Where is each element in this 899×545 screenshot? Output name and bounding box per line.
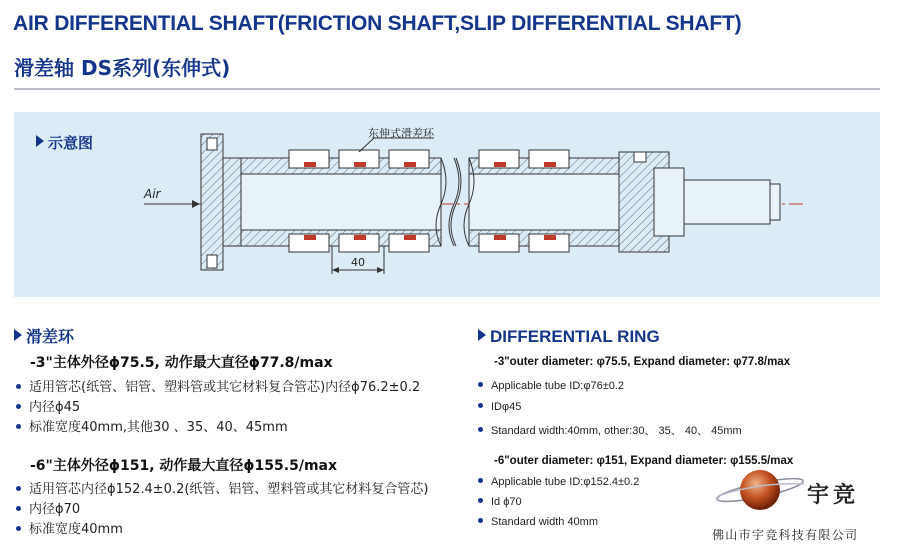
section-heading-en: DIFFERENTIAL RING [478,327,660,347]
list-item: Applicable tube ID:φ152.4±0.2 [478,476,639,488]
triangle-bullet-icon [14,329,22,341]
list-item: 适用管芯内径ϕ152.4±0.2(纸管、铝管、塑料管或其它材料复合管芯) [16,478,429,497]
air-label: Air [144,187,161,201]
diagram-heading: 示意图 [36,132,93,153]
page-title-cn: 滑差轴 DS系列(东伸式) [14,56,231,80]
triangle-bullet-icon [478,329,486,341]
header-divider [14,88,880,90]
ring-label: 东伸式滑差环 [368,127,434,140]
diagram-panel [14,112,880,297]
en-group1-title: -3"outer diameter: φ75.5, Expand diameter: φ77.8/max [494,356,791,368]
dimension-label: 40 [351,256,365,269]
shaft-diagram [14,112,880,297]
list-item: Id ϕ70 [478,496,522,508]
list-item: 适用管芯(纸管、铝管、塑料管或其它材料复合管芯)内径ϕ76.2±0.2 [16,376,420,395]
cn-group2-title: -6"主体外径ϕ151, 动作最大直径ϕ155.5/max [30,458,338,474]
list-item: 内径ϕ70 [16,498,80,517]
list-item: 标准宽度40mm [16,518,123,537]
cn-group1-title: -3"主体外径ϕ75.5, 动作最大直径ϕ77.8/max [30,355,333,371]
list-item: 内径ϕ45 [16,396,80,415]
list-item: Standard width 40mm [478,516,598,528]
list-item: Standard width:40mm, other:30、 35、 40、 45mm [478,422,742,438]
list-item: 标准宽度40mm,其他30 、35、40、45mm [16,416,288,435]
en-group2-title: -6"outer diameter: φ151, Expand diameter: φ155.5/max [494,455,794,467]
company-name: 佛山市宇竞科技有限公司 [712,528,859,542]
page-title-en: AIR DIFFERENTIAL SHAFT(FRICTION SHAFT,SLIP DIFFERENTIAL SHAFT) [13,12,742,35]
section-heading-cn: 滑差环 [14,324,74,347]
list-item: Applicable tube ID:φ76±0.2 [478,380,624,392]
brand-logo-text: 宇竞 [807,483,860,508]
list-item: IDφ45 [478,401,521,413]
left-flange [201,134,223,270]
